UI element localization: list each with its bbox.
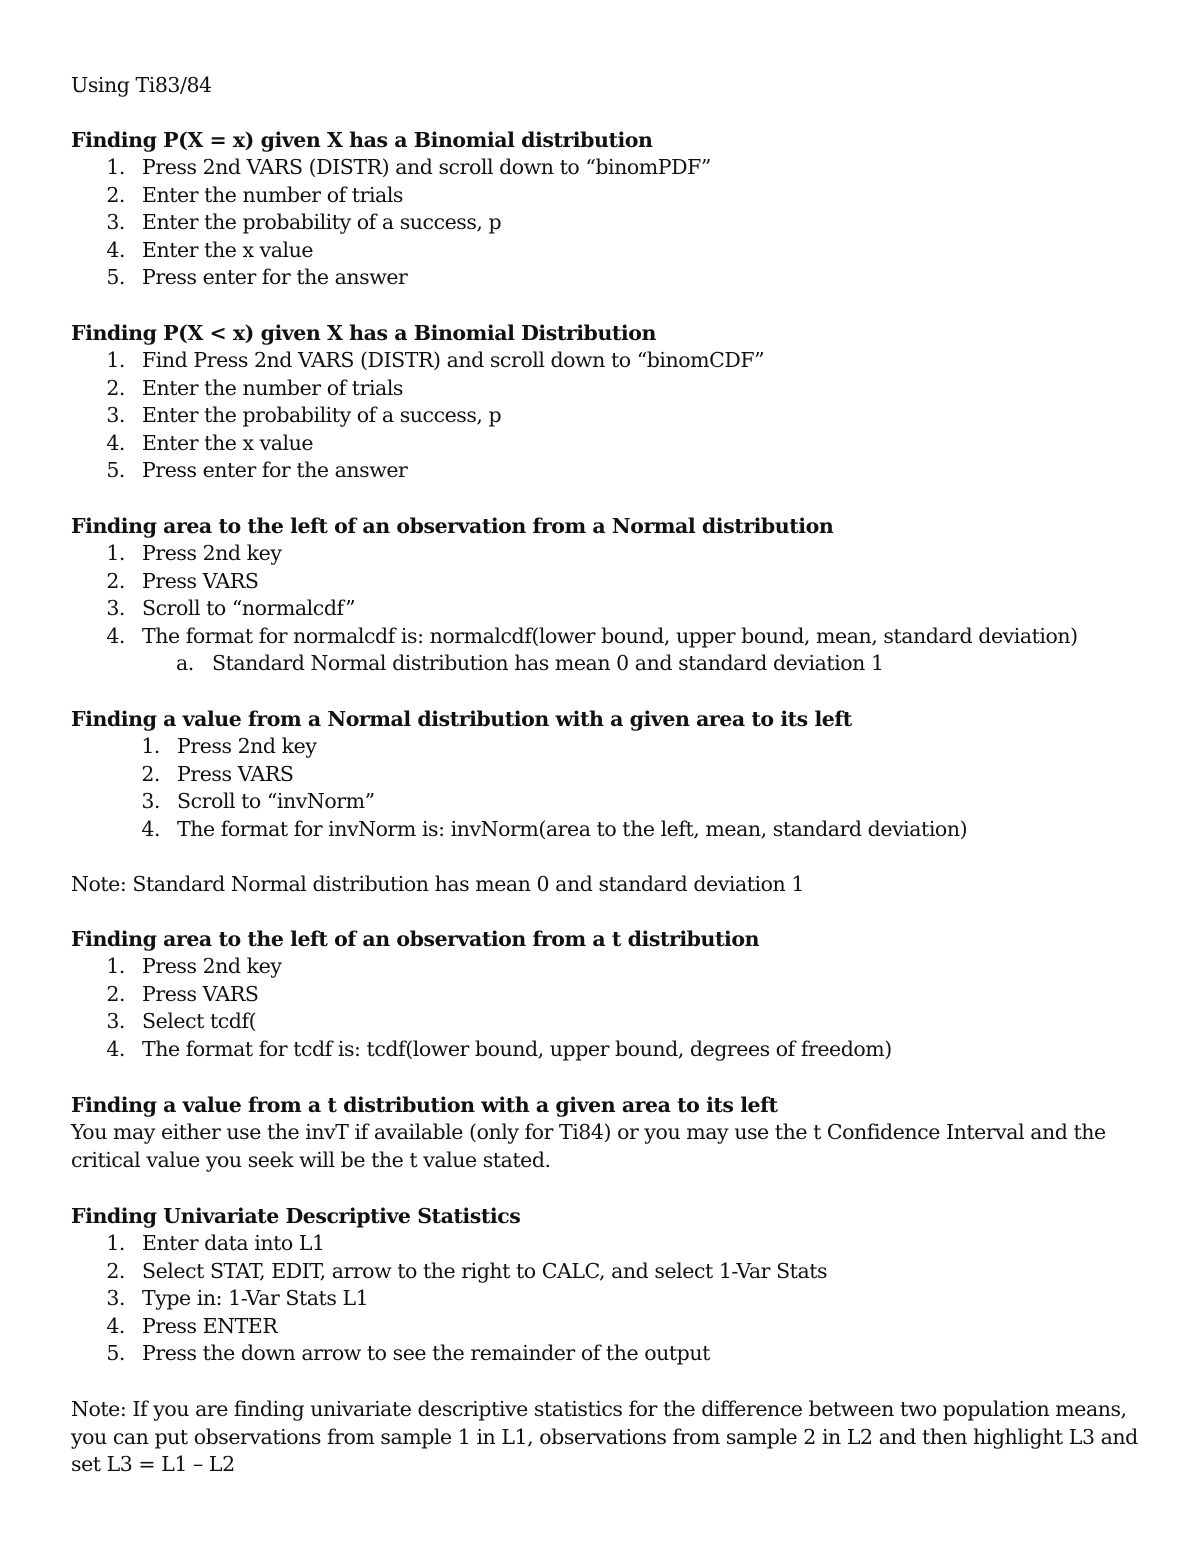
list-item: 3. Scroll to “invNorm” xyxy=(141,789,375,814)
list-item: 3. Select tcdf( xyxy=(106,1009,257,1034)
list-item: 4. The format for normalcdf is: normalcdf(lower bound, upper bound, mean, standard deviation) xyxy=(106,623,1078,648)
section-heading: Finding area to the left of an observation from a t distribution xyxy=(71,927,760,951)
step-list xyxy=(71,154,1151,292)
section-heading: Finding area to the left of an observation from a Normal distribution xyxy=(71,514,834,538)
section-univariate-stats xyxy=(71,1203,1151,1368)
list-item: 4. The format for tcdf is: tcdf(lower bound, upper bound, degrees of freedom) xyxy=(106,1036,892,1061)
section-invt xyxy=(71,1092,1151,1174)
list-item: 2. Select STAT, EDIT, arrow to the right to CALC, and select 1-Var Stats xyxy=(106,1258,828,1283)
section-binomcdf xyxy=(71,320,1151,485)
list-item: 4. The format for invNorm is: invNorm(area to the left, mean, standard deviation) xyxy=(141,816,968,841)
section-heading: Finding P(X = x) given X has a Binomial distribution xyxy=(71,128,653,152)
list-item: 2. Press VARS xyxy=(141,761,294,786)
section-normalcdf xyxy=(71,513,1151,678)
section-heading: Finding P(X < x) given X has a Binomial Distribution xyxy=(71,321,656,345)
list-item: 1. Enter data into L1 xyxy=(106,1231,325,1255)
list-item: 2. Enter the number of trials xyxy=(106,375,403,400)
list-item: 3. Enter the probability of a success, p xyxy=(106,403,502,428)
list-item: 1. Press 2nd key xyxy=(106,954,282,978)
list-item: 5. Press enter for the answer xyxy=(106,458,408,483)
list-item: 5. Press the down arrow to see the remainder of the output xyxy=(106,1341,710,1366)
list-item: 1. Press 2nd key xyxy=(141,734,317,758)
section-heading: Finding Univariate Descriptive Statistics xyxy=(71,1204,521,1228)
section-heading: Finding a value from a t distribution with a given area to its left xyxy=(71,1093,778,1117)
list-item: 2. Press VARS xyxy=(106,568,259,593)
list-item: 4. Enter the x value xyxy=(106,430,314,455)
list-item: 1. Find Press 2nd VARS (DISTR) and scroll down to “binomCDF” xyxy=(106,348,765,372)
note-text: Note: Standard Normal distribution has mean 0 and standard deviation 1 xyxy=(71,872,804,896)
paragraph-text: You may either use the invT if available (only for Ti84) or you may use the t Confidence Interval and the critical value you seek will be the t value stated. xyxy=(71,1120,1106,1172)
step-list xyxy=(71,1230,1151,1368)
list-item: 5. Press enter for the answer xyxy=(106,265,408,290)
list-item: 3. Type in: 1-Var Stats L1 xyxy=(106,1286,369,1311)
step-list xyxy=(71,953,1151,1063)
document-title: Using Ti83/84 xyxy=(71,73,212,97)
section-binompdf xyxy=(71,127,1151,292)
list-item: 3. Enter the probability of a success, p xyxy=(106,210,502,235)
list-item: 2. Enter the number of trials xyxy=(106,182,403,207)
list-item: 1. Press 2nd VARS (DISTR) and scroll down to “binomPDF” xyxy=(106,155,711,179)
note-difference-means xyxy=(71,1396,1151,1479)
list-item: 1. Press 2nd key xyxy=(106,541,282,565)
list-item: 2. Press VARS xyxy=(106,981,259,1006)
section-invnorm xyxy=(71,706,1151,843)
list-item: 4. Press ENTER xyxy=(106,1313,278,1338)
list-item: 4. Enter the x value xyxy=(106,237,314,262)
section-tcdf xyxy=(71,926,1151,1063)
note-text: Note: If you are finding univariate descriptive statistics for the difference between two population means, you can put observations from sample 1 in L1, observations from sample 2 in L2 and then highlight L3 and set L3 = L1 – L2 xyxy=(71,1397,1138,1477)
step-list xyxy=(71,733,1151,843)
list-item: a. Standard Normal distribution has mean 0 and standard deviation 1 xyxy=(176,651,884,676)
step-list xyxy=(71,347,1151,485)
section-heading: Finding a value from a Normal distribution with a given area to its left xyxy=(71,707,852,731)
note-standard-normal xyxy=(71,871,1151,899)
step-list xyxy=(71,540,1151,650)
substep-list xyxy=(71,650,1151,678)
list-item: 3. Scroll to “normalcdf” xyxy=(106,596,356,621)
